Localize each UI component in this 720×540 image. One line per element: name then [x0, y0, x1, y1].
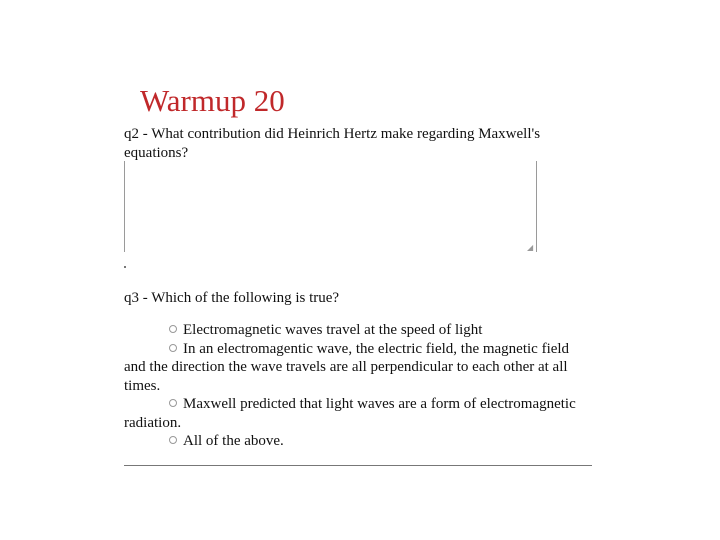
radio-unselected-icon[interactable] — [169, 399, 177, 407]
q3-options-list — [124, 321, 584, 451]
slide-title: Warmup 20 — [140, 83, 285, 118]
q3-option-2-label: In an electromagentic wave, the electric field, the magnetic field and the direction the wave travels are all perpendicular to each other at all times. — [124, 340, 570, 394]
resize-grip-icon[interactable]: ◢ — [527, 243, 534, 252]
q3-option-4-label: All of the above. — [183, 433, 284, 449]
q3-option-2[interactable] — [124, 340, 584, 396]
radio-unselected-icon[interactable] — [169, 344, 177, 352]
divider-line — [124, 465, 592, 466]
question-q3-text: q3 - Which of the following is true? — [124, 290, 340, 306]
separator-dot — [124, 266, 126, 268]
question-q2-text: q2 - What contribution did Heinrich Hertz make regarding Maxwell's equations? — [124, 126, 541, 161]
radio-unselected-icon[interactable] — [169, 325, 177, 333]
q3-option-1-label: Electromagnetic waves travel at the speed of light — [183, 322, 483, 338]
q3-option-3[interactable] — [124, 395, 584, 432]
q2-answer-textarea[interactable] — [124, 161, 537, 252]
q3-option-1[interactable] — [124, 321, 584, 340]
q3-option-4[interactable] — [124, 432, 584, 451]
radio-unselected-icon[interactable] — [169, 436, 177, 444]
q3-option-3-label: Maxwell predicted that light waves are a form of electromagnetic radiation. — [124, 396, 576, 431]
